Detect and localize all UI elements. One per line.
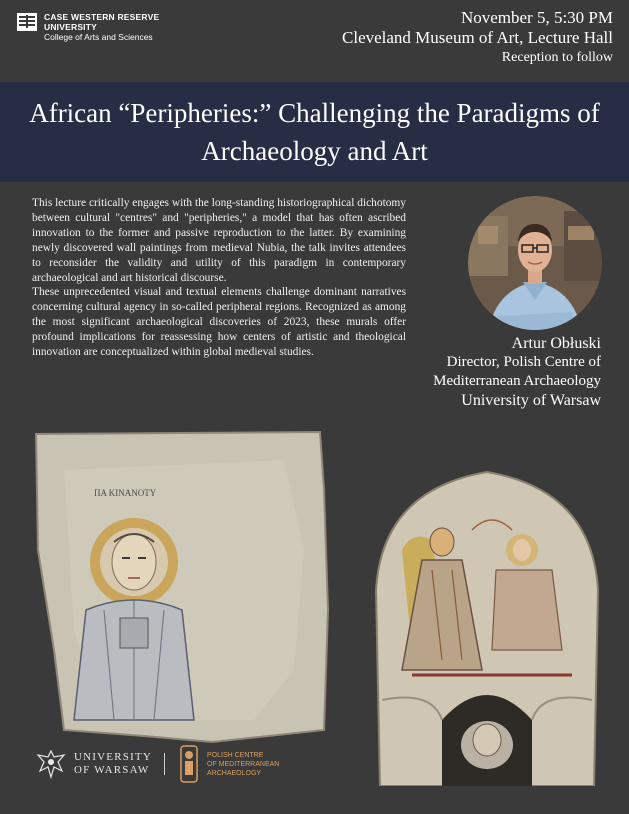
svg-text:ΠΑ ΚΙΝΑΝΟΤΥ: ΠΑ ΚΙΝΑΝΟΤΥ bbox=[94, 488, 157, 498]
description-paragraph-2: These unprecedented visual and textual elements challenge dominant narratives concerning cultural agency in so-called peripheral regions. Recognized as among the most significant archaeological discoveries of 2023, these murals offer profound implications for reassessing how centers of artistic and theological innovation are conceptualized within global medieval studies. bbox=[32, 286, 406, 359]
header bbox=[0, 0, 629, 82]
mural-saint-painting bbox=[24, 430, 340, 746]
cwru-logo bbox=[16, 12, 159, 42]
uw-logo bbox=[34, 747, 152, 781]
event-venue: Cleveland Museum of Art, Lecture Hall bbox=[342, 28, 613, 47]
title-band bbox=[0, 82, 629, 182]
footer-divider bbox=[164, 753, 165, 775]
cwru-name-line1: CASE WESTERN RESERVE bbox=[44, 12, 160, 22]
speaker-role-line1: Director, Polish Centre of bbox=[446, 354, 601, 370]
speaker-name: Artur Obłuski bbox=[511, 335, 601, 352]
lecture-title-line2: Archaeology and Art bbox=[201, 136, 428, 166]
lecture-description bbox=[32, 196, 406, 360]
uw-eagle-icon bbox=[34, 747, 68, 781]
pcma-line3: ARCHAEOLOGY bbox=[207, 769, 262, 777]
event-info bbox=[342, 8, 613, 68]
speaker-role-line2: Mediterranean Archaeology bbox=[433, 373, 601, 389]
pcma-line2: OF MEDITERRANEAN bbox=[207, 760, 280, 768]
description-paragraph-1: This lecture critically engages with the long-standing historiographical dichotomy between cultural "centres" and "peripheries," a model that has often ascribed innovation to the former and passive reproduction to the latter. By examining newly discovered wall paintings from medieval Nubia, the talk invites attendees to reconsider the validity and utility of this paradigm in contemporary archaeological and art historical discourse. bbox=[32, 197, 406, 284]
pcma-line1: POLISH CENTRE bbox=[207, 751, 264, 759]
uw-line1: UNIVERSITY bbox=[74, 751, 152, 763]
speaker-portrait bbox=[468, 196, 602, 330]
speaker-info bbox=[433, 334, 601, 410]
lecture-title bbox=[15, 94, 615, 170]
cwru-shield-icon bbox=[16, 12, 38, 32]
uw-line2: OF WARSAW bbox=[74, 764, 150, 776]
cwru-college: College of Arts and Sciences bbox=[44, 32, 153, 42]
speaker-institution: University of Warsaw bbox=[461, 392, 601, 409]
event-date: November 5, 5:30 PM bbox=[460, 8, 613, 27]
pcma-statue-icon bbox=[177, 744, 201, 784]
event-note: Reception to follow bbox=[501, 50, 613, 65]
pcma-logo bbox=[177, 744, 279, 784]
cwru-name-line2: UNIVERSITY bbox=[44, 22, 98, 32]
lecture-title-line1: African “Peripheries:” Challenging the Paradigms of bbox=[29, 98, 600, 128]
mural-annunciation-painting bbox=[372, 470, 602, 786]
footer-logos bbox=[34, 744, 279, 784]
